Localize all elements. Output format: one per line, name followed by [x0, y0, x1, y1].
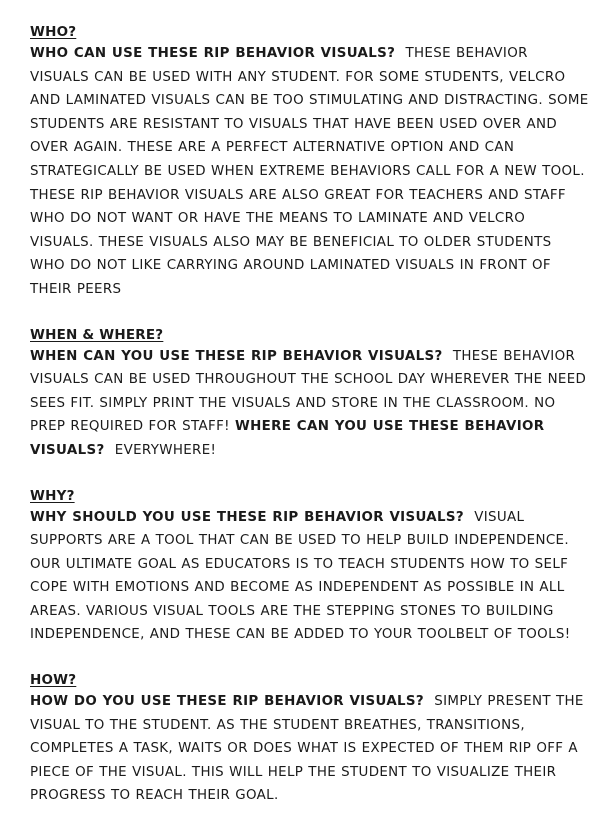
section-heading: HOW?: [30, 672, 77, 689]
section-body: VISUAL SUPPORTS ARE A TOOL THAT CAN BE USED TO HELP BUILD INDEPENDENCE. OUR ULTIMATE GOAL AS EDUCATORS IS TO TEACH STUDENTS HOW TO SELF COPE WITH EMOTIONS AND BECOME AS INDEPENDENT AS POSSIBLE IN ALL AREAS. VARIOUS VISUAL TOOLS ARE THE STEPPING STONES TO BUILDING INDEPENDENCE, AND THESE CAN BE ADDED TO YOUR TOOLBELT OF TOOLS!: [30, 509, 571, 643]
section-body: SIMPLY PRESENT THE VISUAL TO THE STUDENT. AS THE STUDENT BREATHES, TRANSITIONS, COMPLETES A TASK, WAITS OR DOES WHAT IS EXPECTED OF THEM RIP OFF A PIECE OF THE VISUAL. THIS WILL HELP THE STUDENT TO VISUALIZE THEIR PROGRESS TO REACH THEIR GOAL.: [30, 694, 584, 804]
section-when-where: [30, 325, 590, 463]
section-body: THESE BEHAVIOR VISUALS CAN BE USED WITH ANY STUDENT. FOR SOME STUDENTS, VELCRO AND LAMINATED VISUALS CAN BE TOO STIMULATING AND DISTRACTING. SOME STUDENTS ARE RESISTANT TO VISUALS THAT HAVE BEEN USED OVER AND OVER AGAIN. THESE ARE A PERFECT ALTERNATIVE OPTION AND CAN STRATEGICALLY BE USED WHEN EXTREME BEHAVIORS CALL FOR A NEW TOOL. THESE RIP BEHAVIOR VISUALS ARE ALSO GREAT FOR TEACHERS AND STAFF WHO DO NOT WANT OR HAVE THE MEANS TO LAMINATE AND VELCRO VISUALS. THESE VISUALS ALSO MAY BE BENEFICIAL TO OLDER STUDENTS WHO DO NOT LIKE CARRYING AROUND LAMINATED VISUALS IN FRONT OF THEIR PEERS: [30, 46, 589, 297]
section-heading: WHO?: [30, 24, 77, 40]
section-how: [30, 670, 590, 808]
section-heading: WHY?: [30, 487, 75, 504]
section-question: WHO CAN USE THESE RIP BEHAVIOR VISUALS?: [30, 46, 396, 61]
section-who: [30, 22, 590, 302]
section-body: THESE BEHAVIOR VISUALS CAN BE USED THROUGHOUT THE SCHOOL DAY WHEREVER THE NEED SEES FIT. SIMPLY PRINT THE VISUALS AND STORE IN THE CLASSROOM. NO PREP REQUIRED FOR STAFF!: [30, 348, 587, 435]
section-question: WHY SHOULD YOU USE THESE RIP BEHAVIOR VISUALS?: [30, 509, 465, 525]
section-heading: WHEN & WHERE?: [30, 326, 164, 343]
section-question: WHEN CAN YOU USE THESE RIP BEHAVIOR VISUALS?: [30, 348, 443, 364]
section-paragraph: [30, 690, 590, 808]
section-paragraph: [30, 506, 590, 648]
section-paragraph: [30, 345, 590, 463]
document-page: [30, 22, 590, 831]
section-question-secondary: WHERE CAN YOU USE THESE BEHAVIOR VISUALS?: [30, 419, 545, 458]
section-question: HOW DO YOU USE THESE RIP BEHAVIOR VISUALS?: [30, 694, 425, 710]
section-paragraph: [30, 42, 590, 302]
section-why: [30, 486, 590, 648]
section-body-secondary: EVERYWHERE!: [114, 442, 217, 458]
